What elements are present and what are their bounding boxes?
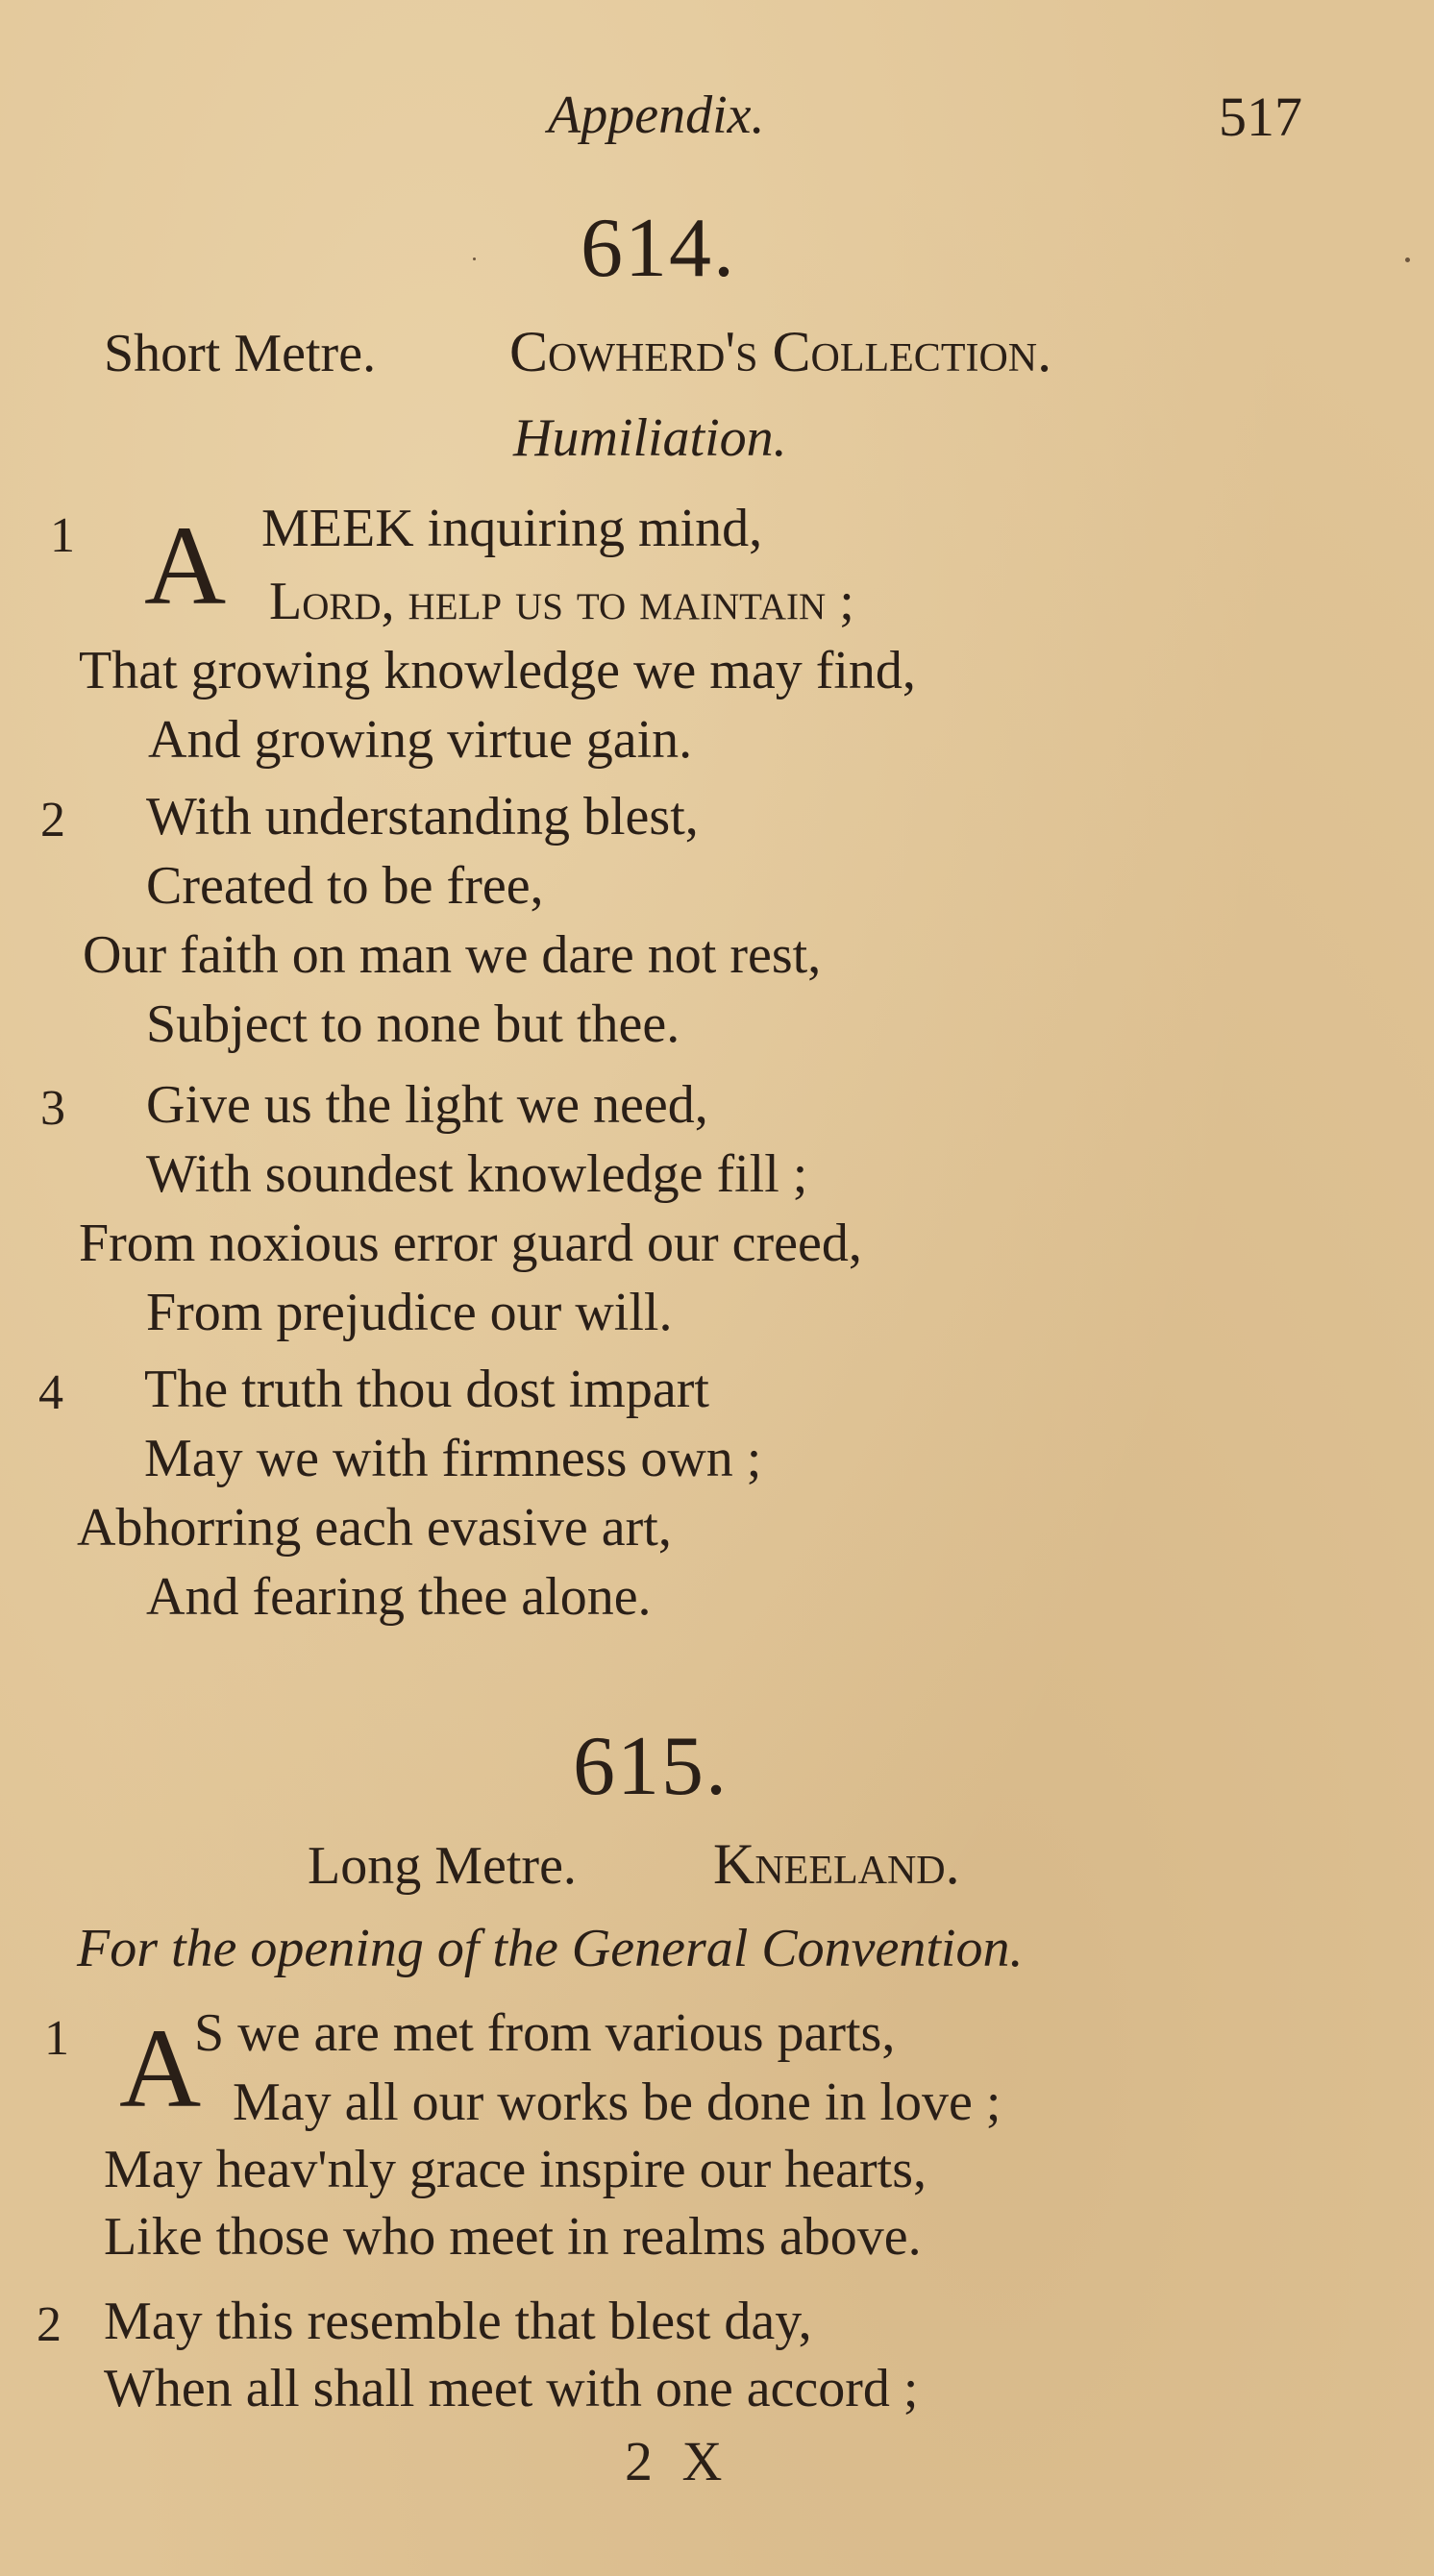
hymn-topic: Humiliation. xyxy=(513,408,787,468)
running-title: Appendix. xyxy=(548,86,765,145)
verse-line: Created to be free, xyxy=(146,856,544,916)
stanza-number: 2 xyxy=(37,2297,62,2352)
verse-line: May this resemble that blest day, xyxy=(104,2292,812,2351)
page-number: 517 xyxy=(1219,86,1302,148)
verse-line: With understanding blest, xyxy=(146,787,699,846)
hymn-meter: Long Metre. xyxy=(308,1836,577,1896)
stanza-number: 4 xyxy=(38,1365,63,1420)
hymn-source: Kneeland. xyxy=(713,1832,960,1896)
verse-line: Our faith on man we dare not rest, xyxy=(83,925,822,985)
stanza-number: 2 xyxy=(40,793,65,847)
hymn-meter: Short Metre. xyxy=(104,324,377,383)
drop-cap: A xyxy=(144,503,227,628)
drop-cap: A xyxy=(119,2005,202,2131)
verse-line: Give us the light we need, xyxy=(146,1075,708,1135)
verse-line: Lord, help us to maintain ; xyxy=(269,572,854,631)
verse-line: When all shall meet with one accord ; xyxy=(104,2359,919,2418)
verse-line: From noxious error guard our creed, xyxy=(79,1214,862,1273)
verse-line: The truth thou dost impart xyxy=(144,1360,709,1419)
verse-line: May heav'nly grace inspire our hearts, xyxy=(104,2140,927,2199)
stanza-number: 1 xyxy=(50,508,75,563)
hymn-topic: For the opening of the General Convention. xyxy=(77,1919,1024,1978)
verse-line: Abhorring each evasive art, xyxy=(77,1498,672,1558)
verse-line: And growing virtue gain. xyxy=(148,710,693,770)
stanza-number: 3 xyxy=(40,1081,65,1136)
hymn-number: 614. xyxy=(581,202,736,295)
hymn-number: 615. xyxy=(573,1720,729,1813)
verse-line: Like those who meet in realms above. xyxy=(104,2207,922,2267)
hymn-source: Cowherd's Collection. xyxy=(509,320,1052,383)
verse-line: May all our works be done in love ; xyxy=(233,2073,1001,2132)
verse-line: That growing knowledge we may find, xyxy=(79,641,916,700)
verse-line: From prejudice our will. xyxy=(146,1283,673,1342)
stanza-number: 1 xyxy=(44,2011,69,2066)
verse-line: May we with firmness own ; xyxy=(144,1429,762,1488)
verse-line: And fearing thee alone. xyxy=(146,1567,652,1627)
signature-mark: 2 X xyxy=(625,2430,730,2492)
verse-line: S we are met from various parts, xyxy=(194,2003,896,2063)
paper-speck xyxy=(1405,258,1410,262)
verse-line: MEEK inquiring mind, xyxy=(261,499,763,558)
paper-speck xyxy=(473,258,476,260)
verse-line: With soundest knowledge fill ; xyxy=(146,1144,808,1204)
verse-line: Subject to none but thee. xyxy=(146,994,680,1054)
